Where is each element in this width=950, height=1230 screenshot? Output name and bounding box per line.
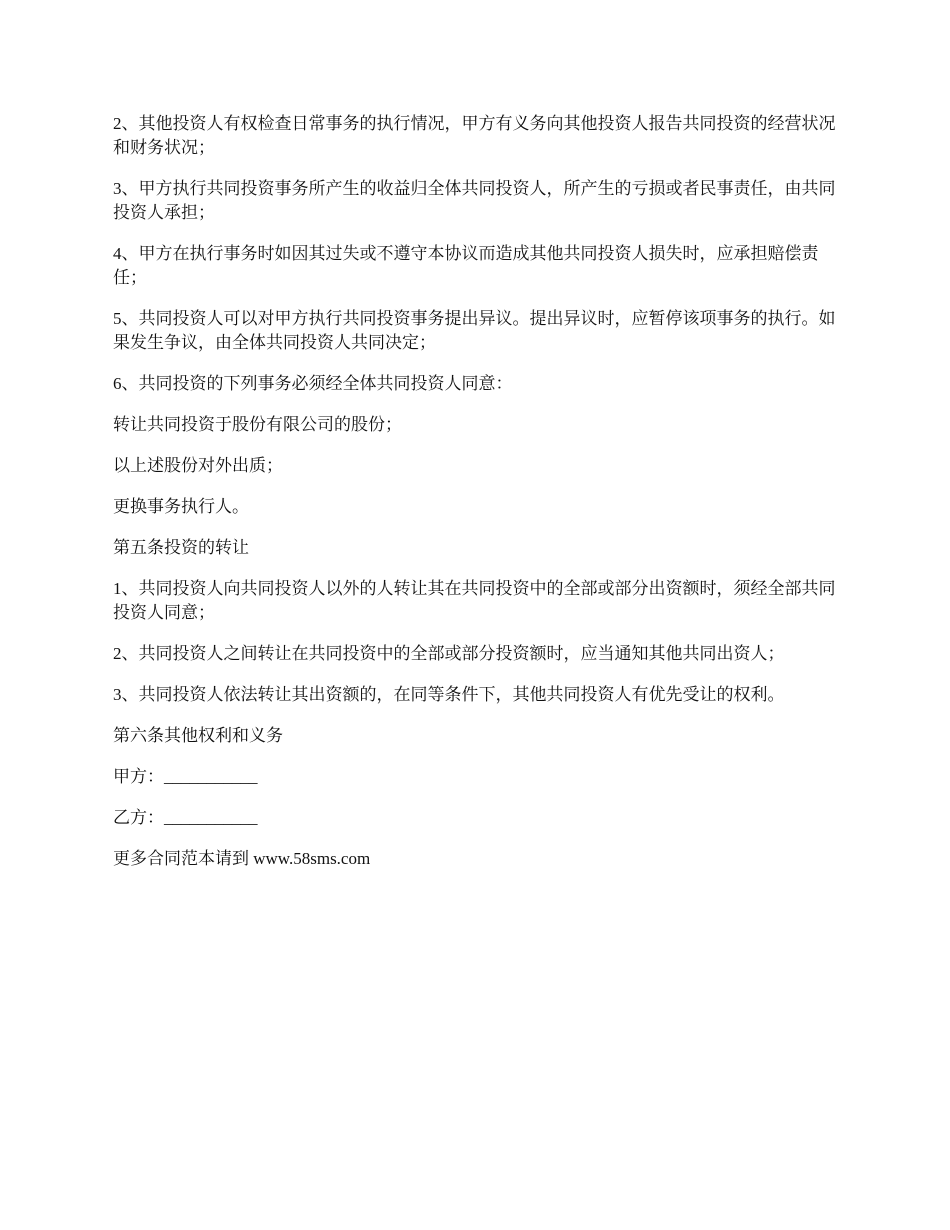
- clause-2-inspection-right: 2、其他投资人有权检查日常事务的执行情况，甲方有义务向其他投资人报告共同投资的经营状况和财务状况；: [113, 114, 836, 157]
- consent-item-pledge: 以上述股份对外出质；: [113, 456, 283, 475]
- clause-3-profit-loss: 3、甲方执行共同投资事务所产生的收益归全体共同投资人，所产生的亏损或者民事责任，由共同投资人承担；: [113, 179, 836, 222]
- transfer-clause-2: 2、共同投资人之间转让在共同投资中的全部或部分投资额时，应当通知其他共同出资人；: [113, 644, 785, 663]
- party-a-signature-line: 甲方：___________: [113, 767, 258, 786]
- clause-6-unanimous-consent: 6、共同投资的下列事务必须经全体共同投资人同意：: [113, 374, 513, 393]
- footer-more-templates: 更多合同范本请到 www.58sms.com: [113, 849, 371, 868]
- consent-item-transfer-shares: 转让共同投资于股份有限公司的股份；: [113, 415, 402, 434]
- article-6-heading: 第六条其他权利和义务: [113, 726, 283, 745]
- transfer-clause-1: 1、共同投资人向共同投资人以外的人转让其在共同投资中的全部或部分出资额时，须经全部共同投资人同意；: [113, 579, 836, 622]
- document-body: [113, 112, 838, 888]
- consent-item-change-executor: 更换事务执行人。: [113, 497, 249, 516]
- clause-5-objection: 5、共同投资人可以对甲方执行共同投资事务提出异议。提出异议时，应暂停该项事务的执行。如果发生争议，由全体共同投资人共同决定；: [113, 309, 836, 352]
- party-b-signature-line: 乙方：___________: [113, 808, 258, 827]
- clause-4-liability: 4、甲方在执行事务时如因其过失或不遵守本协议而造成其他共同投资人损失时，应承担赔偿责任；: [113, 244, 819, 287]
- article-5-heading: 第五条投资的转让: [113, 538, 249, 557]
- transfer-clause-3: 3、共同投资人依法转让其出资额的，在同等条件下，其他共同投资人有优先受让的权利。: [113, 685, 785, 704]
